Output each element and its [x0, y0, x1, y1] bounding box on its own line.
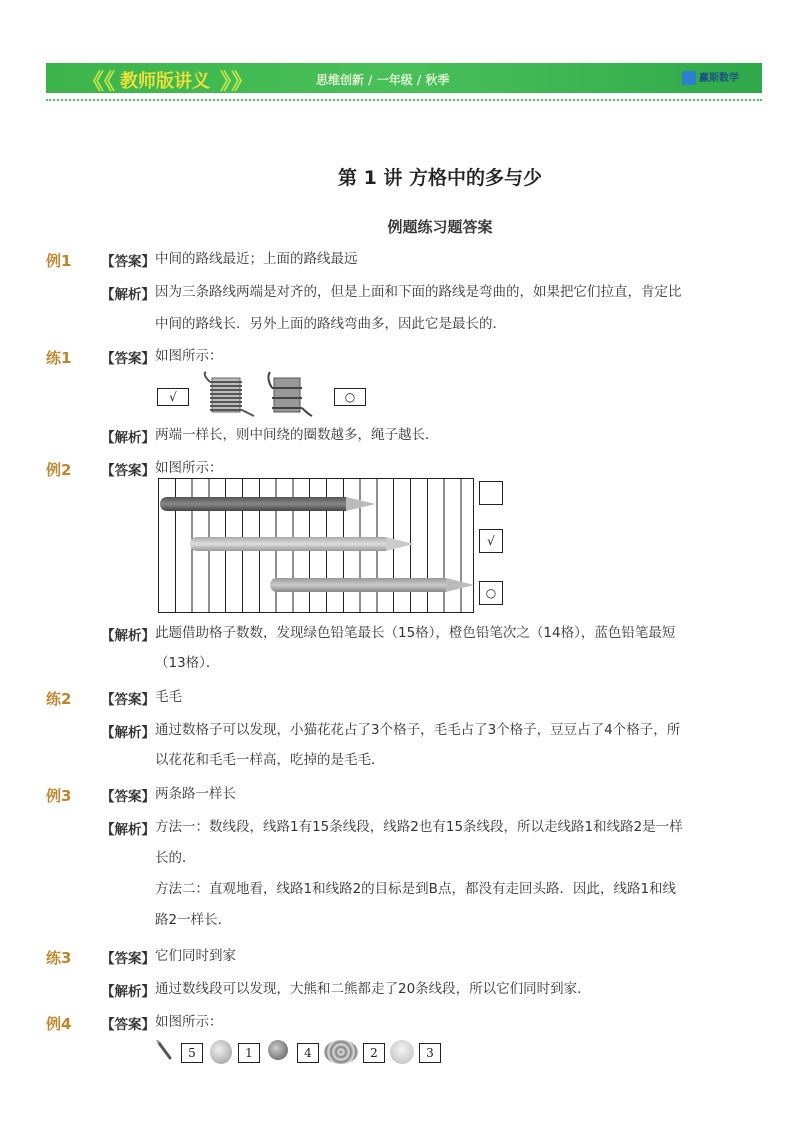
- analysis-label: 【解析】: [101, 984, 155, 1000]
- carrot-icon: [156, 1040, 174, 1062]
- header-banner: [46, 63, 762, 93]
- answer-text: 如图所示：: [155, 348, 223, 364]
- spool-many-turns-icon: [200, 370, 260, 418]
- item-tag: 例1: [46, 252, 72, 270]
- section-title: 例题练习题答案: [387, 218, 493, 236]
- analysis-line: 长的．: [155, 850, 196, 866]
- analysis-line: （13格）．: [155, 655, 220, 671]
- circle-box: ○: [334, 388, 366, 406]
- item-tag: 练2: [46, 690, 72, 708]
- pencil-orange: [190, 537, 386, 551]
- answer-text: 它们同时到家: [155, 948, 236, 964]
- answer-label: 【答案】: [101, 1017, 155, 1033]
- pencil-blue: [270, 578, 446, 592]
- logo-icon: [682, 71, 696, 85]
- analysis-line: 方法二：直观地看，线路1和线路2的目标是到B点，都没有走回头路．因此，线路1和线: [155, 881, 677, 897]
- count-box: 3: [419, 1043, 441, 1063]
- answer-text: 如图所示：: [155, 460, 223, 476]
- analysis-label: 【解析】: [101, 628, 155, 644]
- chevron-left-icon: 《《: [82, 70, 116, 95]
- header-subtitle: 思维创新 / 一年级 / 秋季: [316, 73, 450, 87]
- answer-text: 如图所示：: [155, 1014, 223, 1030]
- analysis-line: 因为三条路线两端是对齐的，但是上面和下面的路线是弯曲的，如果把它们拉直，肯定比: [155, 284, 682, 300]
- pear-icon: [210, 1040, 232, 1064]
- analysis-label: 【解析】: [101, 430, 155, 446]
- analysis-label: 【解析】: [101, 725, 155, 741]
- answer-label: 【答案】: [101, 692, 155, 708]
- answer-text: 两条路一样长: [155, 786, 236, 802]
- broccoli-icon: [324, 1040, 358, 1064]
- chevron-right-icon: 》》: [220, 70, 254, 95]
- analysis-line: 方法一：数线段，线路1有15条线段，线路2也有15条线段，所以走线路1和线路2是一样: [155, 819, 683, 835]
- analysis-line: 通过数格子可以发现，小猫花花占了3个格子，毛毛占了3个格子，豆豆占了4个格子，所: [155, 722, 681, 738]
- answer-text: 毛毛: [155, 689, 182, 705]
- item-tag: 例3: [46, 787, 72, 805]
- answer-label: 【答案】: [101, 351, 155, 367]
- analysis-line: 通过数线段可以发现，大熊和二熊都走了20条线段，所以它们同时到家．: [155, 981, 591, 997]
- spool-few-turns-icon: [262, 370, 314, 418]
- pencil-tip: [346, 497, 376, 511]
- item-tag: 例2: [46, 461, 72, 479]
- answer-label: 【答案】: [101, 254, 155, 270]
- header-divider: [46, 99, 762, 101]
- page-title: 第 1 讲 方格中的多与少: [337, 167, 543, 189]
- header-title: 教师版讲义: [120, 71, 210, 92]
- cabbage-icon: [390, 1040, 414, 1064]
- count-box: 1: [238, 1043, 260, 1063]
- analysis-label: 【解析】: [101, 822, 155, 838]
- item-tag: 练3: [46, 949, 72, 967]
- answer-label: 【答案】: [101, 463, 155, 479]
- answer-label: 【答案】: [101, 789, 155, 805]
- answer-box: [479, 481, 503, 505]
- check-box: √: [479, 529, 503, 553]
- pencil-green: [160, 497, 346, 511]
- analysis-line: 中间的路线长．另外上面的路线弯曲多，因此它是最长的．: [155, 316, 506, 332]
- check-box: √: [157, 388, 189, 406]
- analysis-label: 【解析】: [101, 287, 155, 303]
- analysis-line: 以花花和毛毛一样高，吃掉的是毛毛．: [155, 752, 385, 768]
- answer-label: 【答案】: [101, 951, 155, 967]
- pencil-tip: [386, 537, 414, 551]
- count-box: 2: [363, 1043, 385, 1063]
- brand-logo: 赢斯数学: [682, 69, 754, 87]
- count-box: 4: [297, 1043, 319, 1063]
- pencil-tip: [446, 578, 474, 592]
- answer-text: 中间的路线最近；上面的路线最远: [155, 251, 358, 267]
- count-box: 5: [181, 1043, 203, 1063]
- item-tag: 例4: [46, 1015, 72, 1033]
- analysis-line: 两端一样长，则中间绕的圈数越多，绳子越长．: [155, 427, 439, 443]
- apple-icon: [268, 1040, 288, 1060]
- item-tag: 练1: [46, 349, 72, 367]
- analysis-line: 路2一样长．: [155, 912, 232, 928]
- analysis-line: 此题借助格子数数，发现绿色铅笔最长（15格），橙色铅笔次之（14格），蓝色铅笔最短: [155, 625, 676, 641]
- circle-box: ○: [479, 581, 503, 605]
